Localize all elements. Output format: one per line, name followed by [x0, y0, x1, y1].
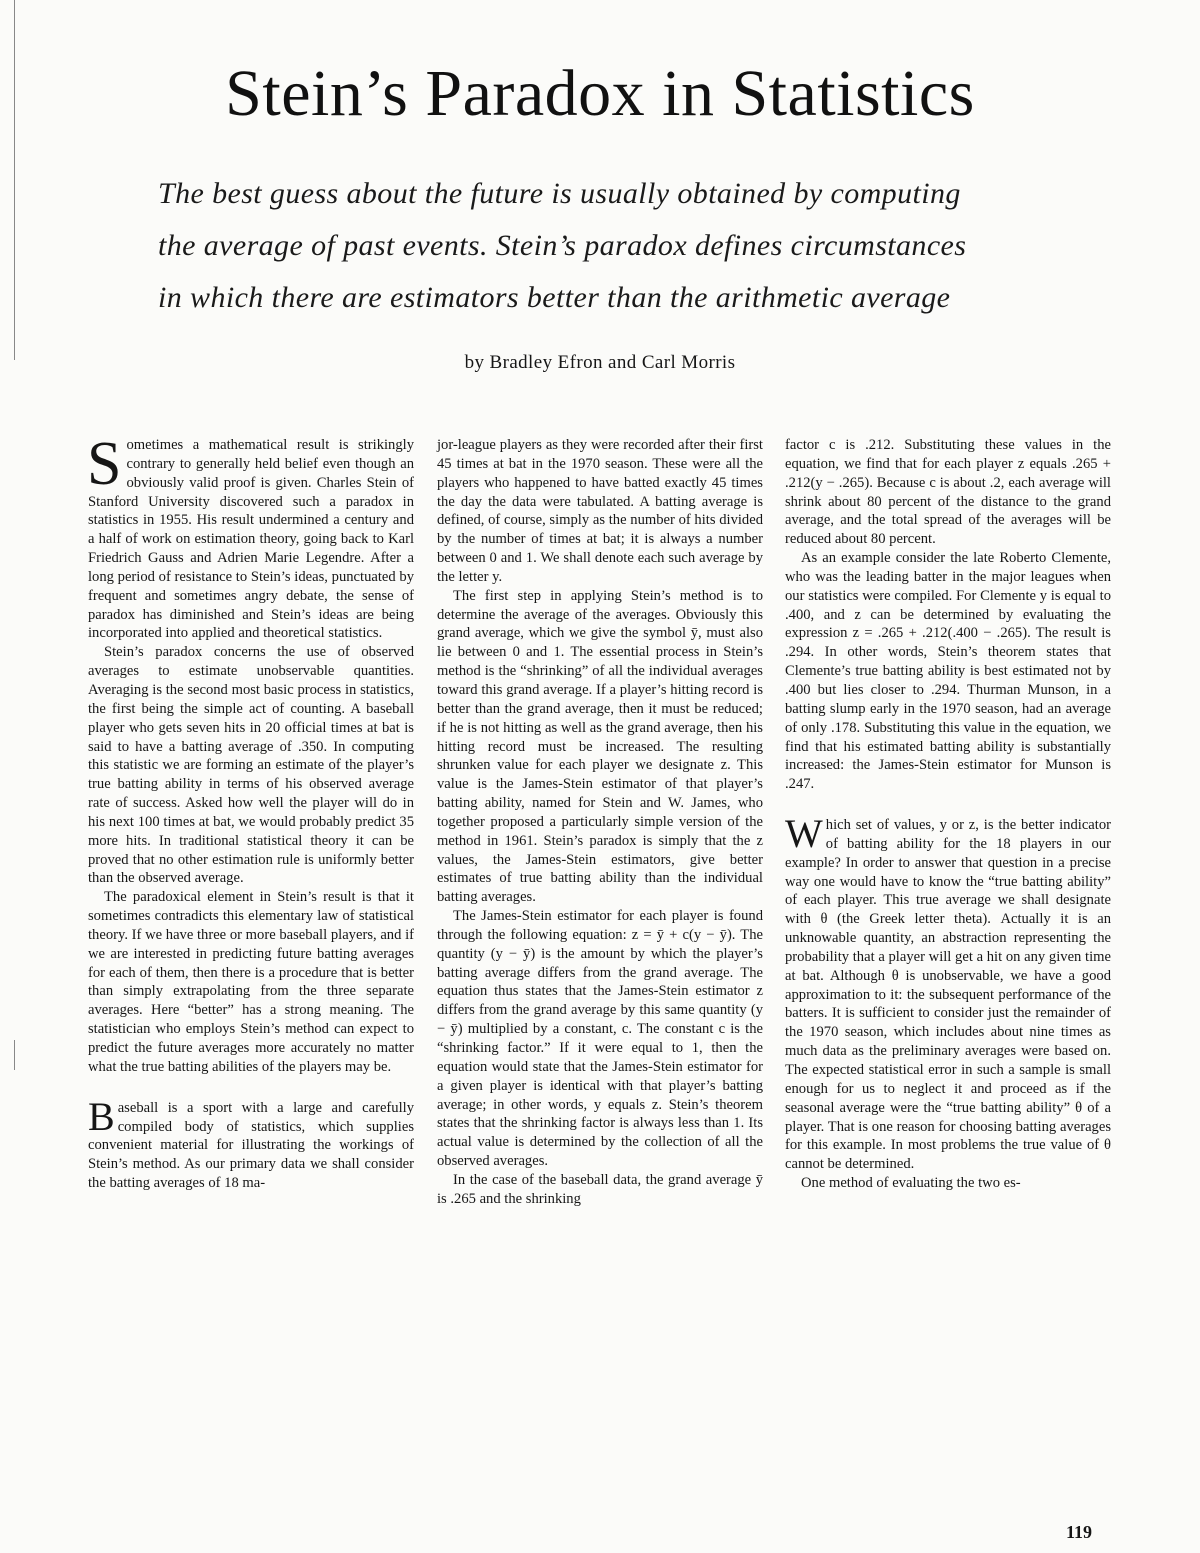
paragraph [88, 888, 414, 1076]
drop-cap: B [88, 1093, 115, 1139]
subtitle-line: in which there are estimators better than the arithmetic average [158, 281, 951, 314]
paragraph-text: The James-Stein estimator for each player is found through the following equation: z = ȳ + c(y − ȳ). The quantity (y − ȳ) is the amount by which the player’s batting average differs from the grand average. The equation thus states that the James-Stein estimator z differs from the grand average by this same quantity (y − ȳ) multiplied by a constant, c. The constant c is the “shrinking factor.” If it were equal to 1, then the equation would state that the James-Stein estimator for a given player is identical with that player’s batting average; in other words, y equals z. Stein’s theorem states that the shrinking factor is always less than 1. Its actual value is determined by the collection of all the observed averages. [437, 908, 763, 1170]
paragraph [785, 811, 1111, 1174]
paragraph-text: hich set of values, y or z, is the better indicator of batting ability for the 18 players in our example? In order to answer that question in a precise way one would have to know the “true batting ability” of each player. This true average we shall designate with θ (the Greek letter theta). Actually it is an unknowable quantity, an abstraction representing the probability that a player will get a hit on any given time at bat. Although θ is unobservable, we have a good approximation to it: the subsequent performance of the batters. It is sufficient to consider just the remainder of the 1970 season, which includes about nine times as much data as the preliminary averages were based on. The expected statistical error in such a sample is small enough for us to neglect it and proceed as if the seasonal average were the “true batting ability” θ of a player. That is one reason for choosing batting averages for this example. In most problems the true value of θ cannot be determined. [785, 817, 1111, 1173]
scan-edge-line [14, 1040, 15, 1070]
paragraph [437, 587, 763, 907]
paragraph-text: As an example consider the late Roberto Clemente, who was the leading batter in the major leagues when our statistics were compiled. For Clemente y is equal to .400, and z can be determined by evaluating the expression z = .265 + .212(.400 − .265). The result is .294. In other words, Stein’s theorem states that Clemente’s true batting ability is best estimated not by .400 but lies closer to .294. Thurman Munson, in a batting slump early in the 1970 season, had an average of only .178. Substituting this value in the equation, we find that his estimated batting ability is substantially increased: the James-Stein estimator for Munson is .247. [785, 550, 1111, 793]
paragraph-text: ometimes a mathematical result is strikingly contrary to generally held belief even though an obviously valid proof is given. Charles Stein of Stanford University discovered such a paradox in statistics in 1955. His result undermined a century and a half of work on estimation theory, going back to Karl Friedrich Gauss and Adrien Marie Legendre. After a long period of resistance to Stein’s ideas, punctuated by frequent and sometimes angry debate, the sense of paradox has diminished and Stein’s ideas are being incorporated into applied and theoretical statistics. [88, 437, 414, 642]
paragraph-text: The first step in applying Stein’s method is to determine the average of the averages. Obviously this grand average, which we give the symbol ȳ, must also lie between 0 and 1. The essential process in Stein’s method is the “shrinking” of all the individual averages toward this grand average. If a player’s hitting record is better than the grand average, then it must be reduced; if he is not hitting as well as the grand average, then his hitting record must be increased. The resulting shrunken value for each player we designate z. This value is the James-Stein estimator of that player’s batting ability, named for Stein and W. James, who together proposed a particularly simple version of the method in 1961. Stein’s paradox is simply that the z values, the James-Stein estimators, give better estimates of true batting ability than the individual batting averages. [437, 587, 763, 906]
page-number: 119 [1066, 1522, 1093, 1542]
drop-cap: S [87, 430, 122, 498]
paragraph-text: factor c is .212. Substituting these values in the equation, we find that for each player z equals .265 + .212(y − .265). Because c is about .2, each average will shrink about 80 percent of the distance to the grand average, and the total spread of the averages will be reduced about 80 percent. [785, 437, 1111, 548]
article-subtitle [158, 168, 1048, 324]
paragraph-text: The paradoxical element in Stein’s result is that it sometimes contradicts this elementary law of statistical theory. If we have three or more baseball players, and if we are interested in predicting future batting averages for each of them, then there is a procedure that is better than simply extrapolating from the three separate averages. Here “better” has a strong meaning. The statistician who employs Stein’s method can expect to predict the future averages more accurately no matter what the true batting abilities of the players may be. [88, 889, 414, 1075]
paragraph-text: In the case of the baseball data, the grand average ȳ is .265 and the shrinking [437, 1171, 763, 1207]
paragraph [437, 1171, 763, 1209]
paragraph [785, 1174, 1111, 1193]
paragraph [437, 907, 763, 1171]
text-column-1 [87, 430, 414, 1193]
paragraph [437, 436, 763, 587]
article-title: Stein’s Paradox in Statistics [225, 57, 975, 130]
paragraph [785, 436, 1111, 549]
paragraph [785, 549, 1111, 794]
text-column-2 [437, 436, 763, 1209]
byline: by Bradley Efron and Carl Morris [464, 352, 736, 373]
scan-edge-line [14, 0, 15, 360]
subtitle-line: the average of past events. Stein’s paradox defines circumstances [158, 229, 967, 262]
paragraph [88, 1093, 414, 1193]
text-column-3 [785, 436, 1111, 1193]
paragraph-text: jor-league players as they were recorded after their first 45 times at bat in the 1970 season. These were all the players who happened to have batted exactly 45 times the day the data were tabulated. A batting average is defined, of course, simply as the number of hits divided by the number of times at bat; it is always a number between 0 and 1. We shall denote each such average by the letter y. [437, 437, 763, 585]
drop-cap: W [785, 811, 823, 857]
paragraph-text: One method of evaluating the two es- [801, 1175, 1021, 1192]
paragraph-text: Stein’s paradox concerns the use of observed averages to estimate unobservable quantities. Averaging is the second most basic process in statistics, the first being the simple act of counting. A baseball player who gets seven hits in 20 official times at bat is said to have a batting average of .350. In computing this statistic we are forming an estimate of the player’s true batting ability in terms of his observed average rate of success. Asked how well the player will do in his next 100 times at bat, we would probably predict 35 more hits. In traditional statistical theory it can be proved that no other estimation rule is uniformly better than the observed average. [88, 644, 414, 887]
paragraph [88, 643, 414, 888]
paragraph [87, 430, 414, 643]
subtitle-line: The best guess about the future is usually obtained by computing [158, 177, 961, 210]
paragraph-text: aseball is a sport with a large and carefully compiled body of statistics, which supplies convenient material for illustrating the workings of Stein’s method. As our primary data we shall consider the batting averages of 18 ma- [88, 1099, 414, 1192]
